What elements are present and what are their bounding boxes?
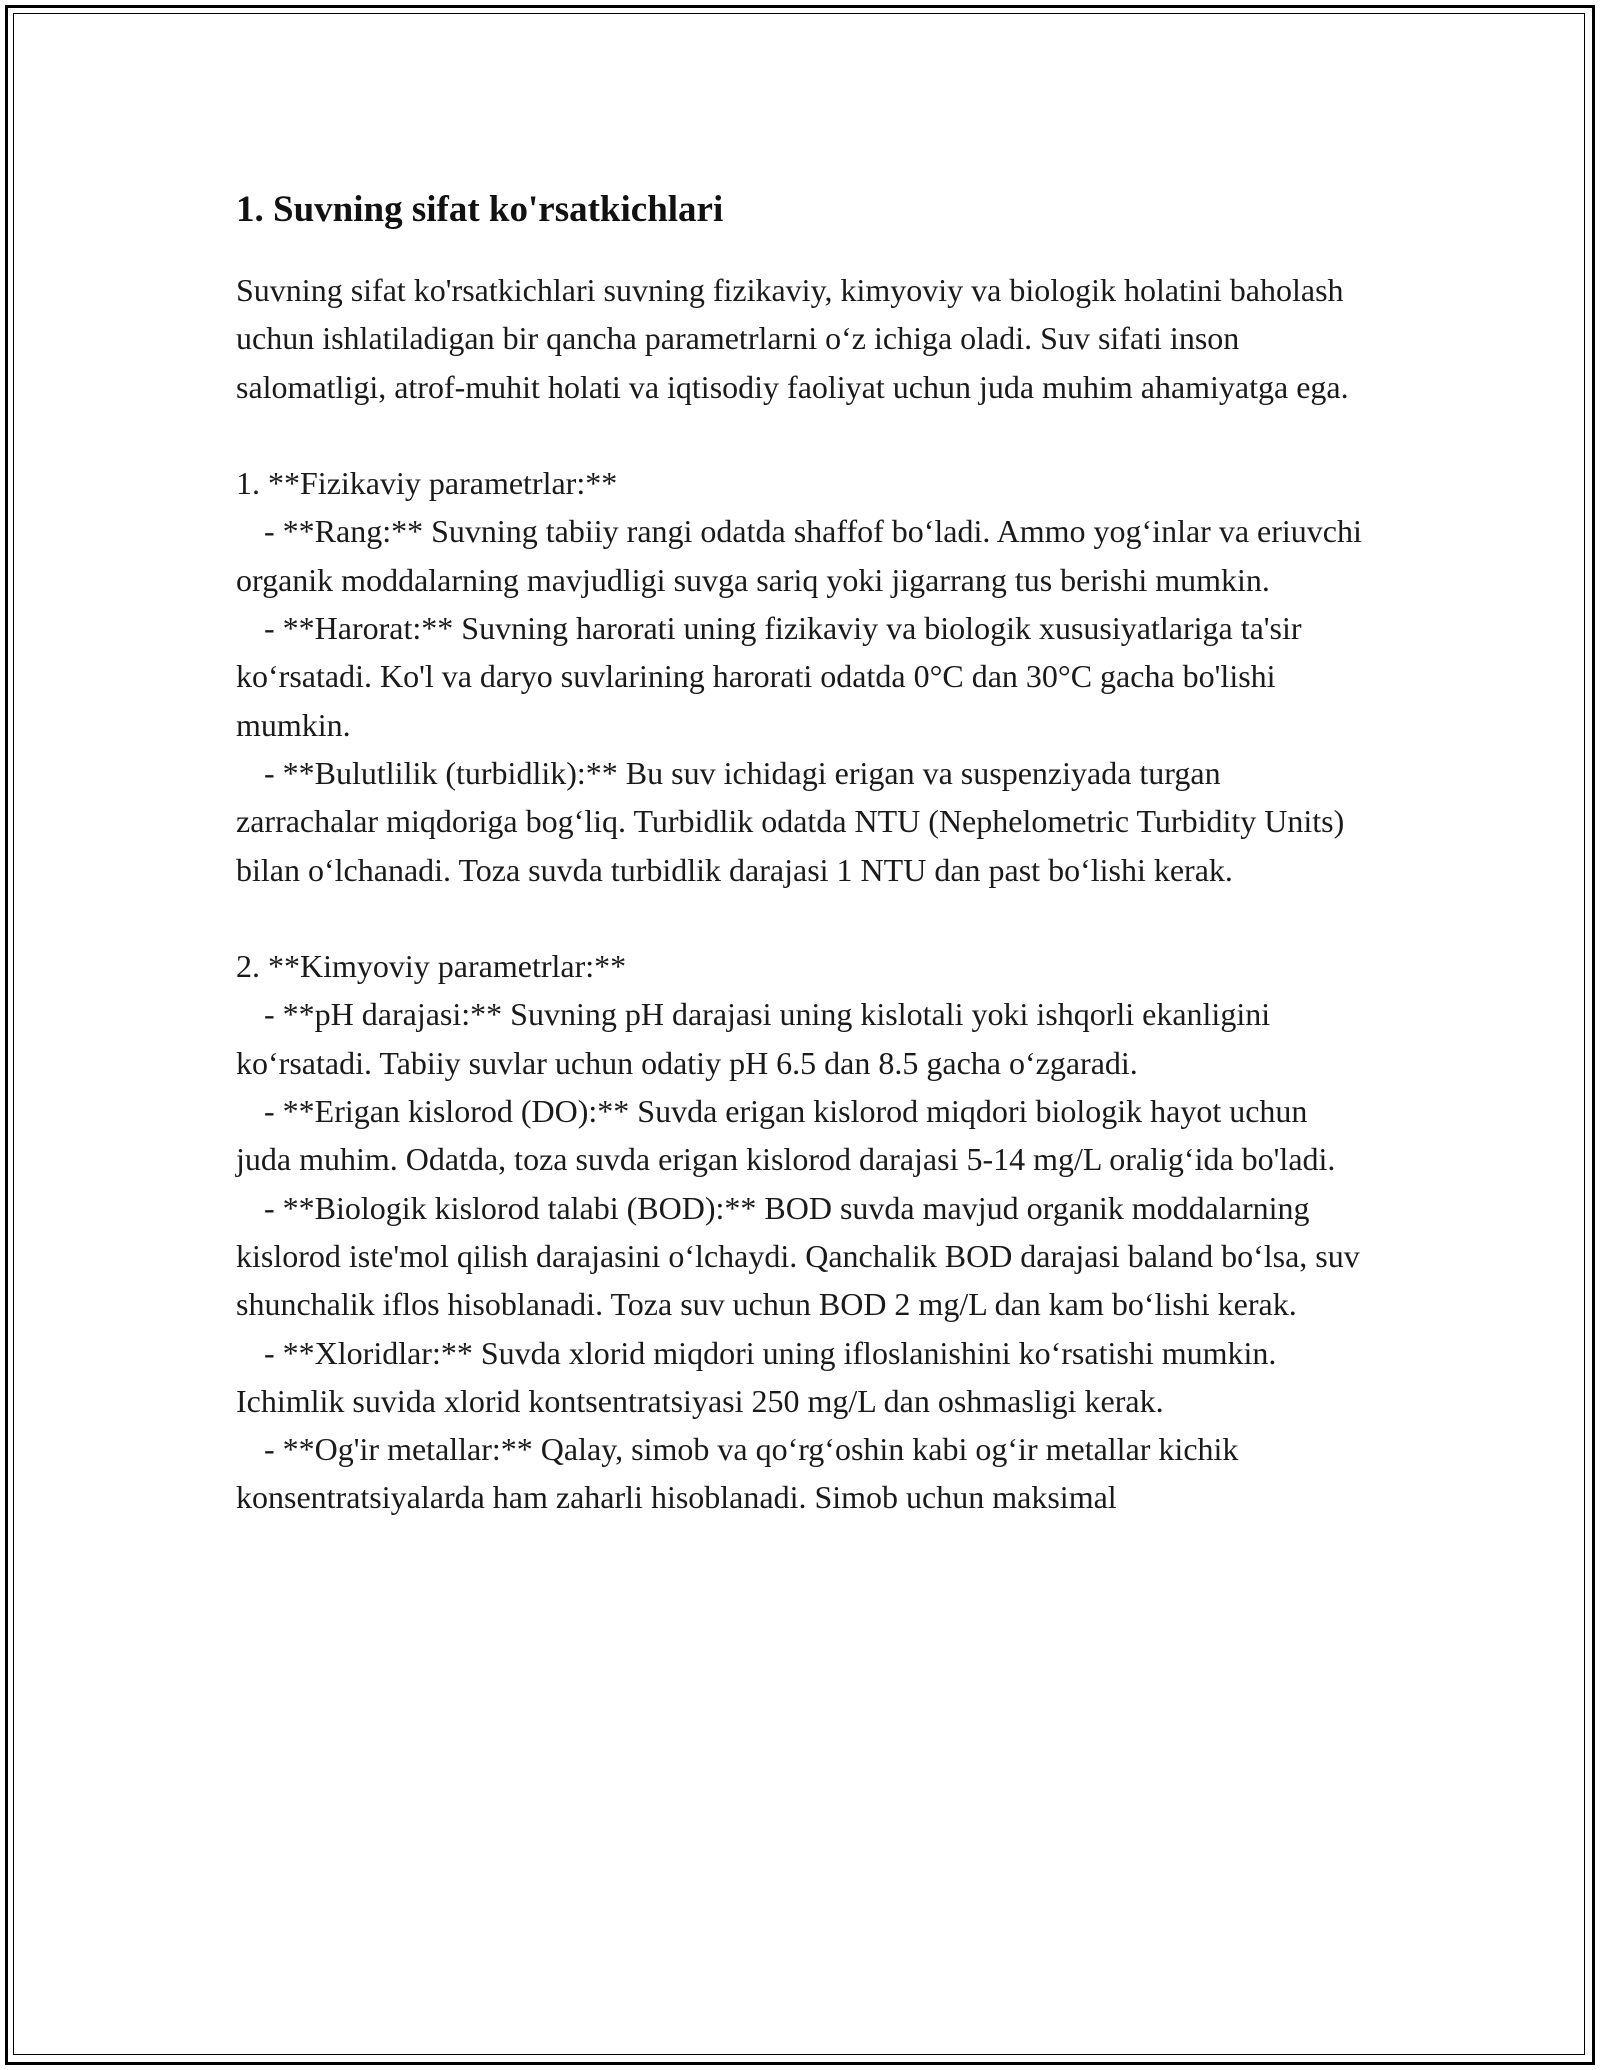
document-page: [236, 186, 1366, 1522]
list-item-dissolved-oxygen: - **Erigan kislorod (DO):** Suvda erigan kislorod miqdori biologik hayot uchun juda muhim. Odatda, toza suvda erigan kislorod darajasi 5-14 mg/L oralig‘ida bo'ladi.: [236, 1093, 1336, 1178]
section-heading-chemical: 2. **Kimyoviy parametrlar:**: [236, 948, 627, 985]
list-item-heavy-metals: - **Og'ir metallar:** Qalay, simob va qo‘rg‘oshin kabi og‘ir metallar kichik konsentratsiyalarda ham zaharli hisoblanadi. Simob uchun maksimal: [236, 1431, 1239, 1516]
list-item-turbidity: - **Bulutlilik (turbidlik):** Bu suv ichidagi erigan va suspenziyada turgan zarrachalar miqdoriga bog‘liq. Turbidlik odatda NTU (Nephelometric Turbidity Units) bilan o‘lchanadi. Toza suvda turbidlik darajasi 1 NTU dan past bo‘lishi kerak.: [236, 754, 1345, 888]
list-item-chlorides: - **Xloridlar:** Suvda xlorid miqdori uning ifloslanishini ko‘rsatishi mumkin. Ichimlik suvida xlorid kontsentratsiyasi 250 mg/L dan oshmasligi kerak.: [236, 1334, 1277, 1419]
list-item-color: - **Rang:** Suvning tabiiy rangi odatda shaffof bo‘ladi. Ammo yog‘inlar va eriuvchi organik moddalarning mavjudligi suvga sariq yoki jigarrang tus berishi mumkin.: [236, 513, 1362, 598]
paragraph-gap: [236, 411, 1366, 459]
section-physical: [236, 459, 1366, 894]
list-item-temperature: - **Harorat:** Suvning harorati uning fizikaviy va biologik xususiyatlariga ta'sir ko‘rsatadi. Ko'l va daryo suvlarining harorati odatda 0°C dan 30°C gacha bo'lishi mumkin.: [236, 610, 1302, 743]
list-item-bod: - **Biologik kislorod talabi (BOD):** BOD suvda mavjud organik moddalarning kislorod iste'mol qilish darajasini o‘lchaydi. Qanchalik BOD darajasi baland bo‘lsa, suv shunchalik iflos hisoblanadi. Toza suv uchun BOD 2 mg/L dan kam bo‘lishi kerak.: [236, 1189, 1360, 1323]
section-heading-physical: 1. **Fizikaviy parametrlar:**: [236, 465, 618, 502]
intro-paragraph: Suvning sifat ko'rsatkichlari suvning fizikaviy, kimyoviy va biologik holatini baholash uchun ishlatiladigan bir qancha parametrlarni o‘z ichiga oladi. Suv sifati inson salomatligi, atrof-muhit holati va iqtisodiy faoliyat uchun juda muhim ahamiyatga ega.: [236, 272, 1349, 405]
document-title: 1. Suvning sifat ko'rsatkichlari: [236, 189, 724, 230]
section-chemical: [236, 942, 1366, 1522]
list-item-ph: - **pH darajasi:** Suvning pH darajasi uning kislotali yoki ishqorli ekanligini ko‘rsatadi. Tabiiy suvlar uchun odatiy pH 6.5 dan 8.5 gacha o‘zgaradi.: [236, 996, 1271, 1081]
paragraph-gap: [236, 894, 1366, 942]
